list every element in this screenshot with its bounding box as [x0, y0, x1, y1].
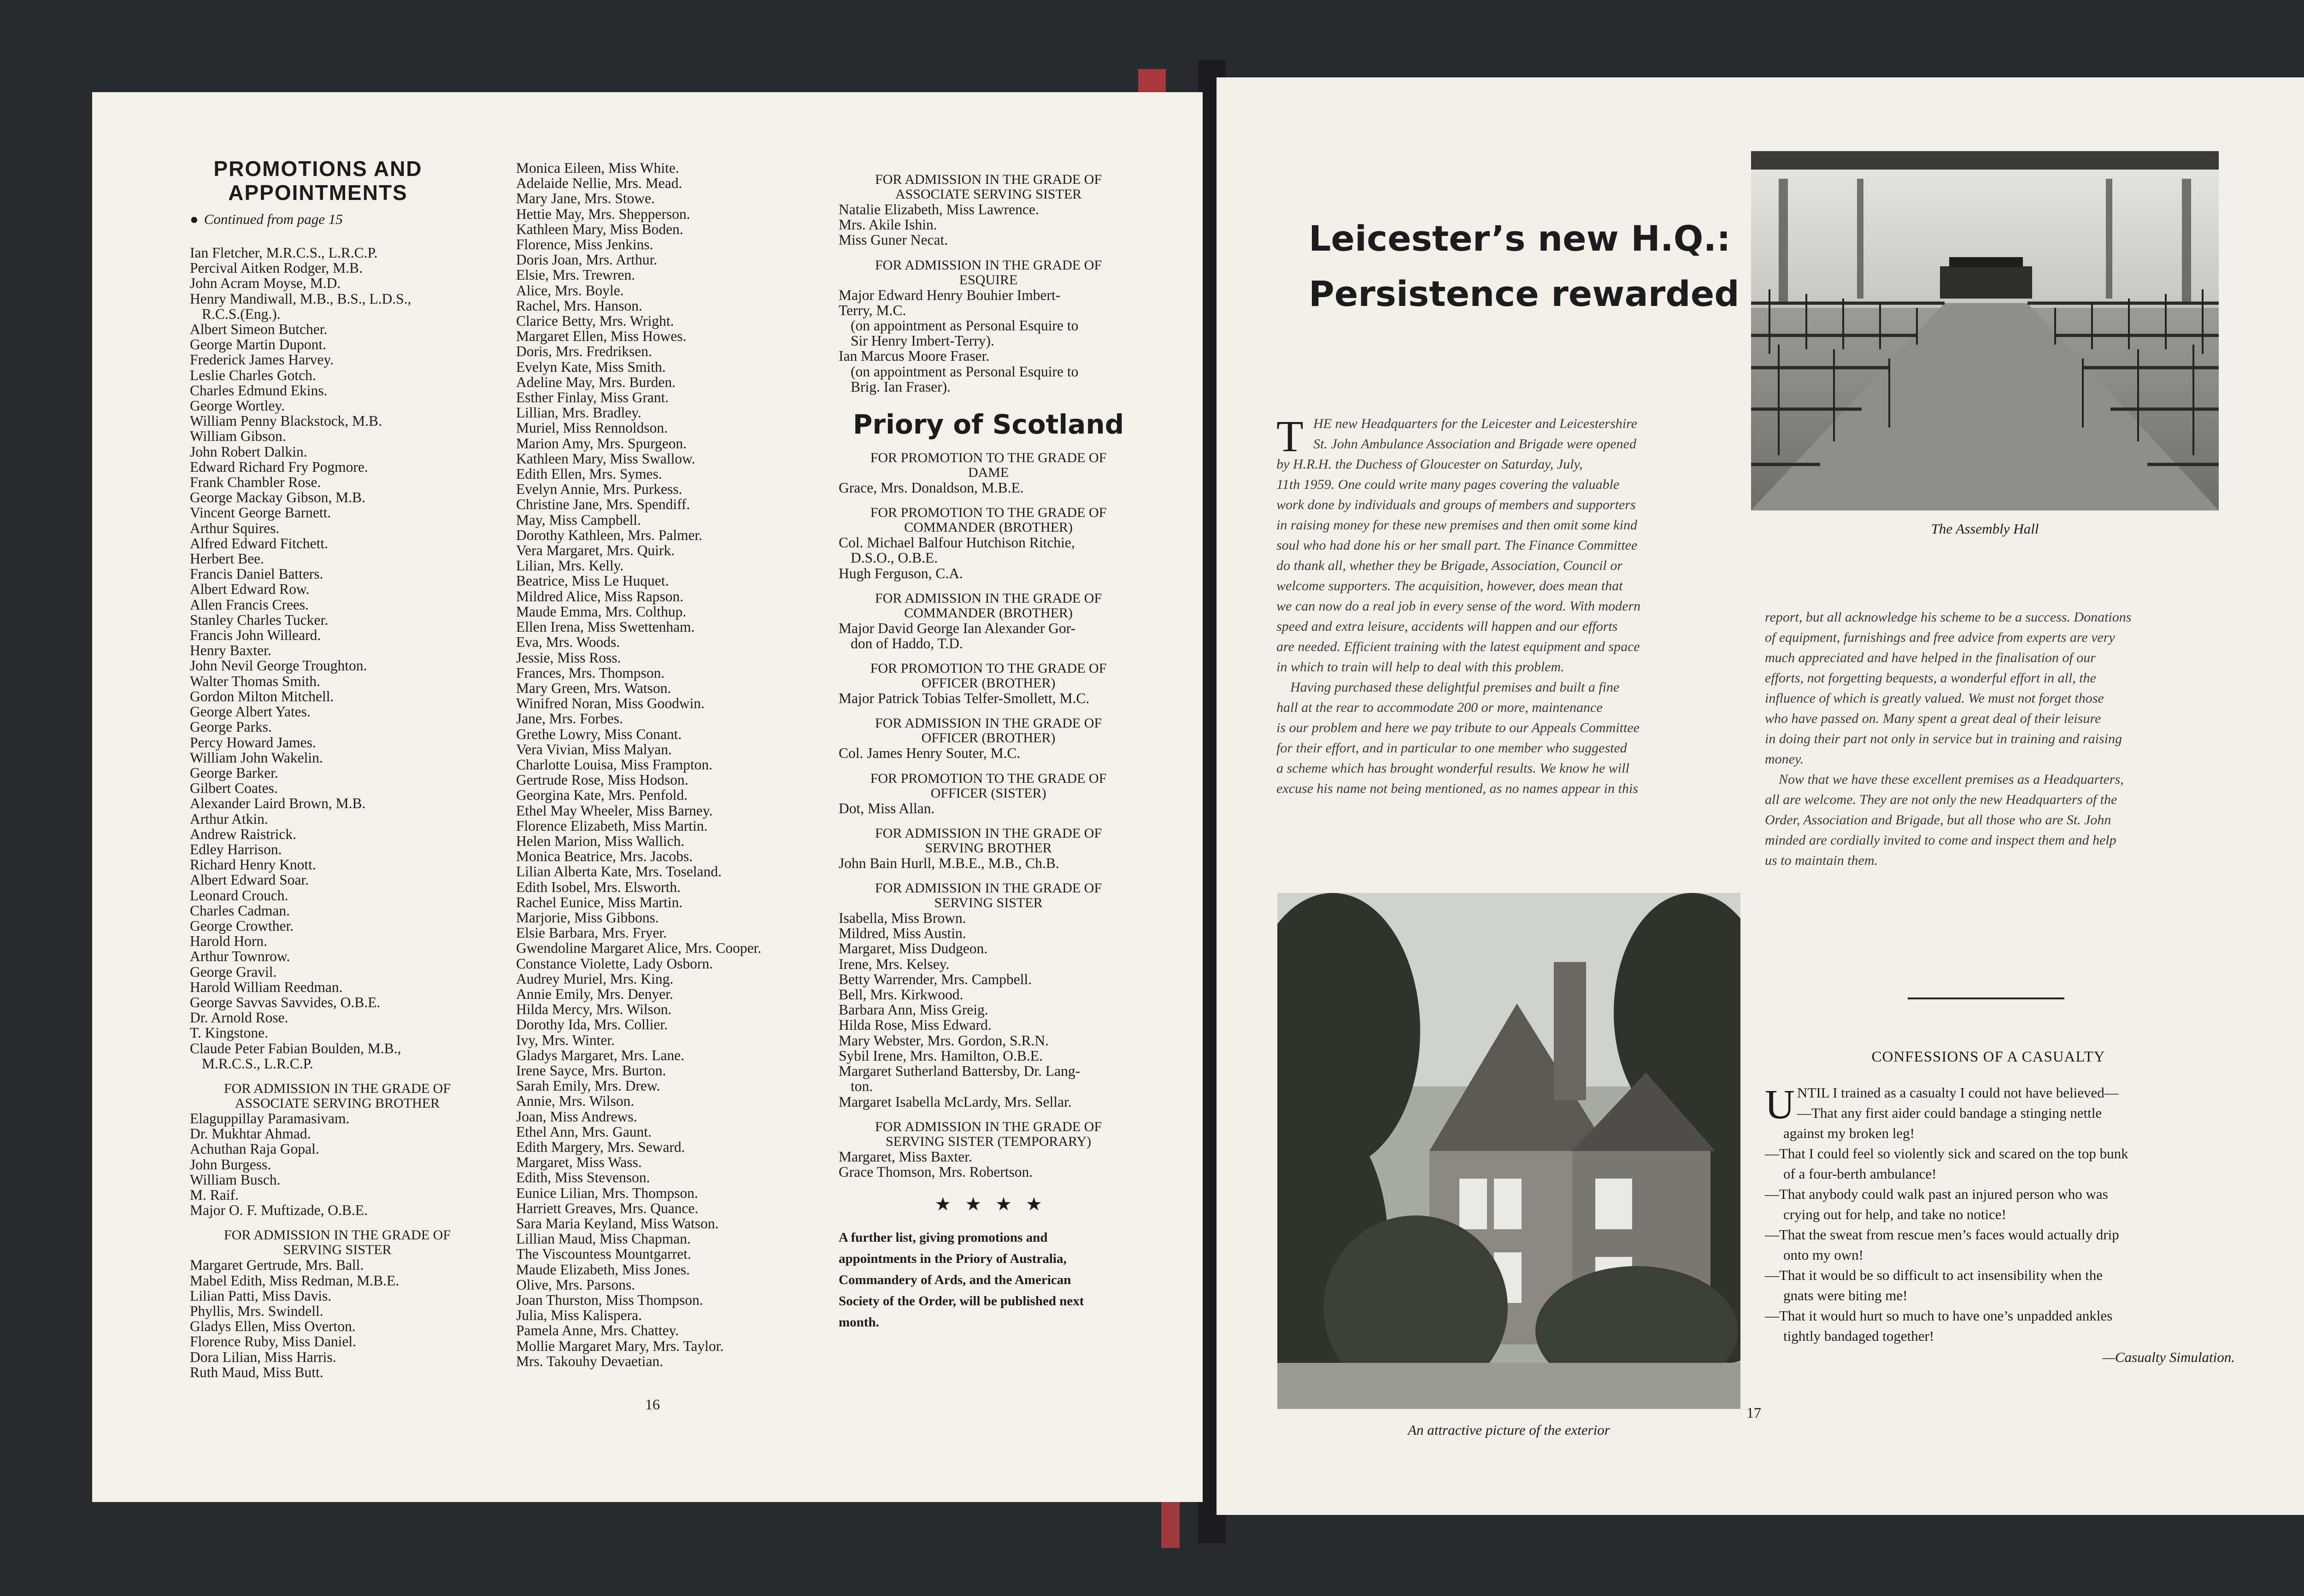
grade-heading-line: COMMANDER (BROTHER)	[904, 605, 1073, 621]
name-entry: Margaret, Miss Baxter.	[839, 1148, 972, 1165]
name-entry: Audrey Muriel, Mrs. King.	[516, 970, 674, 987]
confessions-drop-cap: U	[1765, 1082, 1795, 1127]
name-entry: Major O. F. Muftizade, O.B.E.	[190, 1202, 368, 1219]
name-entry: Major Patrick Tobias Telfer-Smollett, M.C.	[839, 690, 1090, 707]
name-entry: Margaret Isabella McLardy, Mrs. Sellar.	[839, 1093, 1072, 1110]
name-entry: Marion Amy, Mrs. Spurgeon.	[516, 435, 687, 452]
name-entry: Ruth Maud, Miss Butt.	[190, 1364, 323, 1380]
name-entry: Vincent George Barnett.	[190, 505, 331, 521]
name-entry: Monica Beatrice, Mrs. Jacobs.	[516, 848, 693, 865]
name-entry: George Barker.	[190, 764, 278, 781]
name-entry: Betty Warrender, Mrs. Campbell.	[839, 971, 1032, 987]
confession-line: —That it would be so difficult to act insensibility when the	[1765, 1267, 2103, 1283]
name-entry: William Gibson.	[190, 428, 286, 445]
name-entry: Esther Finlay, Miss Grant.	[516, 389, 669, 406]
confession-line: —That I could feel so violently sick and scared on the top bunk	[1765, 1145, 2128, 1162]
grade-heading	[839, 258, 1138, 288]
article-line: is our problem and here we pay tribute to our Appeals Committee	[1276, 720, 1640, 735]
name-entry: Ian Marcus Moore Fraser.	[839, 348, 990, 364]
name-entry: Dr. Mukhtar Ahmad.	[190, 1126, 311, 1142]
name-entry: Rachel Eunice, Miss Martin.	[516, 894, 683, 910]
article-line: Order, Association and Brigade, but all those who are St. John	[1765, 812, 2111, 827]
article-line: of equipment, furnishings and free advice from experts are very	[1765, 630, 2115, 645]
name-entry: Mildred Alice, Miss Rapson.	[516, 588, 684, 604]
name-entry: Lillian Maud, Miss Chapman.	[516, 1231, 691, 1247]
name-entry: Harold Horn.	[190, 933, 267, 950]
confessions-body	[1765, 1083, 2235, 1366]
note-line: Society of the Order, will be published next	[839, 1294, 1084, 1309]
page-number: 17	[1746, 1404, 1761, 1421]
name-entry: Doris, Mrs. Fredriksen.	[516, 343, 652, 360]
confession-line: against my broken leg!	[1783, 1125, 1915, 1141]
note-line: Commandery of Ards, and the American	[839, 1273, 1071, 1288]
name-entry: Col. James Henry Souter, M.C.	[839, 745, 1021, 762]
name-entry: Marjorie, Miss Gibbons.	[516, 909, 659, 926]
name-entry: Albert Simeon Butcher.	[190, 321, 328, 338]
confession-line: —That it would hurt so much to have one’s unpadded ankles	[1765, 1308, 2113, 1324]
name-entry: John Burgess.	[190, 1156, 271, 1173]
name-entry: Mary Jane, Mrs. Stowe.	[516, 190, 655, 207]
article-line: soul who had done his or her small part. The Finance Committee	[1276, 538, 1638, 553]
name-entry: Joan, Miss Andrews.	[516, 1108, 637, 1125]
caption-assembly-hall: The Assembly Hall	[1931, 521, 2039, 537]
confession-line: NTIL I trained as a casualty I could not have believed—	[1797, 1085, 2119, 1101]
name-entry: George Crowther.	[190, 917, 294, 934]
article-line: by H.R.H. the Duchess of Gloucester on Saturday, July,	[1276, 457, 1583, 472]
left-page	[92, 92, 1203, 1502]
article-line: are needed. Efficient training with the latest equipment and space	[1276, 639, 1640, 654]
grade-heading-line: FOR ADMISSION IN THE GRADE OF	[224, 1080, 451, 1096]
name-entry: Barbara Ann, Miss Greig.	[839, 1002, 988, 1018]
confession-line: onto my own!	[1783, 1247, 1863, 1263]
name-entry: Edith, Miss Stevenson.	[516, 1169, 650, 1186]
name-entry: Edward Richard Fry Pogmore.	[190, 458, 368, 475]
name-entry: Charlotte Louisa, Miss Frampton.	[516, 756, 713, 773]
article-line: we can now do a real job in every sense of the word. With modern	[1276, 598, 1641, 614]
name-entry: Lillian, Mrs. Bradley.	[516, 405, 641, 421]
name-entry: Leslie Charles Gotch.	[190, 367, 316, 383]
name-entry: Winifred Noran, Miss Goodwin.	[516, 695, 705, 712]
name-entry: Annie, Mrs. Wilson.	[516, 1093, 635, 1109]
name-entry: Albert Edward Row.	[190, 581, 310, 598]
name-entry: Pamela Anne, Mrs. Chattey.	[516, 1322, 679, 1339]
article-line: money.	[1765, 751, 1804, 767]
name-entry: Mabel Edith, Miss Redman, M.B.E.	[190, 1272, 400, 1289]
name-entry: Dr. Arnold Rose.	[190, 1009, 288, 1026]
confession-line: —That anybody could walk past an injured person who was	[1765, 1186, 2108, 1202]
continued-note: ● Continued from page 15	[190, 211, 343, 227]
name-entry: Charles Edmund Ekins.	[190, 382, 328, 399]
name-entry: Arthur Townrow.	[190, 948, 290, 965]
name-entry: George Mackay Gibson, M.B.	[190, 489, 365, 506]
grade-heading-line: FOR PROMOTION TO THE GRADE OF	[870, 505, 1107, 521]
name-entry: Dora Lilian, Miss Harris.	[190, 1349, 336, 1365]
exterior-photo	[1277, 893, 1740, 1409]
grade-heading	[839, 591, 1138, 621]
grade-heading	[839, 881, 1138, 910]
name-entry: Margaret Gertrude, Mrs. Ball.	[190, 1257, 364, 1273]
grade-heading-line: FOR PROMOTION TO THE GRADE OF	[870, 450, 1107, 466]
name-entry: Irene, Mrs. Kelsey.	[839, 956, 950, 972]
article-line: excuse his name not being mentioned, as no names appear in this	[1276, 781, 1638, 796]
name-entry: Frances, Mrs. Thompson.	[516, 664, 665, 681]
article-line: Now that we have these excellent premises as a Headquarters,	[1779, 772, 2124, 787]
name-entry: (on appointment as Personal Esquire to	[851, 363, 1079, 380]
name-entry: Beatrice, Miss Le Huquet.	[516, 573, 669, 589]
further-list-note	[839, 1227, 1138, 1333]
article-line: HE new Headquarters for the Leicester and Leicestershire	[1313, 416, 1637, 431]
grade-heading-line: FOR ADMISSION IN THE GRADE OF	[875, 716, 1102, 731]
confession-line: of a four-berth ambulance!	[1783, 1166, 1937, 1182]
name-entry: Miss Guner Necat.	[839, 232, 948, 248]
name-entry: May, Miss Campbell.	[516, 511, 641, 528]
confession-line: tightly bandaged together!	[1783, 1328, 1934, 1344]
name-entry: Kathleen Mary, Miss Boden.	[516, 221, 683, 237]
grade-heading	[839, 661, 1138, 691]
name-entry: Albert Edward Soar.	[190, 872, 309, 888]
names-column-1	[190, 245, 485, 1380]
name-entry: Dot, Miss Allan.	[839, 800, 935, 816]
grade-heading	[839, 505, 1138, 535]
note-line: A further list, giving promotions and	[839, 1230, 1048, 1245]
article-line: minded are cordially invited to come and inspect them and help	[1765, 833, 2116, 848]
article-line: St. John Ambulance Association and Brigade were opened	[1313, 436, 1637, 452]
name-entry: Richard Henry Knott.	[190, 857, 316, 873]
name-entry: Sarah Emily, Mrs. Drew.	[516, 1078, 660, 1094]
name-entry: Jessie, Miss Ross.	[516, 649, 621, 666]
name-entry: John Robert Dalkin.	[190, 443, 307, 460]
name-entry: Dorothy Kathleen, Mrs. Palmer.	[516, 527, 703, 543]
name-entry: Olive, Mrs. Parsons.	[516, 1276, 635, 1293]
name-entry: Eunice Lilian, Mrs. Thompson.	[516, 1185, 698, 1201]
caption-exterior: An attractive picture of the exterior	[1408, 1422, 1610, 1438]
name-entry: Joan Thurston, Miss Thompson.	[516, 1292, 703, 1308]
name-entry: Walter Thomas Smith.	[190, 673, 320, 689]
article-body-col1	[1276, 411, 1737, 799]
name-entry: Brig. Ian Fraser).	[851, 378, 951, 395]
name-entry: (on appointment as Personal Esquire to	[851, 317, 1079, 334]
article-line: Having purchased these delightful premises and built a fine	[1290, 680, 1620, 695]
confession-line: —That any first aider could bandage a stinging nettle	[1797, 1105, 2102, 1121]
name-entry: Henry Mandiwall, M.B., B.S., L.D.S.,	[190, 290, 411, 307]
name-entry: Edith Isobel, Mrs. Elsworth.	[516, 879, 681, 895]
name-entry: Elaguppillay Paramasivam.	[190, 1110, 350, 1127]
grade-heading-line: OFFICER (BROTHER)	[921, 730, 1056, 746]
name-entry: John Nevil George Troughton.	[190, 657, 367, 674]
name-entry: Hettie May, Mrs. Shepperson.	[516, 205, 690, 222]
name-entry: T. Kingstone.	[190, 1025, 269, 1041]
article-line: in raising money for these new premises and then omit some kind	[1276, 517, 1637, 533]
name-entry: Mrs. Akile Ishin.	[839, 217, 937, 233]
name-entry: Francis John Willeard.	[190, 627, 321, 644]
grade-heading-line: FOR ADMISSION IN THE GRADE OF	[875, 172, 1102, 187]
grade-heading-line: ESQUIRE	[959, 272, 1018, 288]
name-entry: Doris Joan, Mrs. Arthur.	[516, 252, 658, 268]
article-title: Leicester’s new H.Q.: Persistence rewarded	[1309, 218, 1740, 314]
confession-line: crying out for help, and take no notice!	[1783, 1206, 2006, 1222]
name-entry: Terry, M.C.	[839, 302, 906, 318]
name-entry: Frank Chambler Rose.	[190, 474, 321, 491]
name-entry: Mrs. Takouhy Devaetian.	[516, 1353, 664, 1369]
name-entry: Margaret, Miss Wass.	[516, 1154, 642, 1171]
grade-heading-line: OFFICER (SISTER)	[930, 785, 1046, 801]
name-entry: George Parks.	[190, 719, 272, 735]
grade-heading	[190, 1228, 485, 1257]
name-entry: Hilda Rose, Miss Edward.	[839, 1017, 992, 1033]
name-entry: Arthur Squires.	[190, 520, 280, 536]
name-entry: Alfred Edward Fitchett.	[190, 535, 329, 552]
name-entry: Achuthan Raja Gopal.	[190, 1141, 319, 1157]
name-entry: Mollie Margaret Mary, Mrs. Taylor.	[516, 1338, 724, 1354]
name-entry: Grace, Mrs. Donaldson, M.B.E.	[839, 480, 1024, 496]
grade-heading-line: ASSOCIATE SERVING SISTER	[895, 187, 1082, 202]
name-entry: Dorothy Ida, Mrs. Collier.	[516, 1016, 668, 1033]
star-separator: ★ ★ ★ ★	[935, 1194, 1042, 1215]
article-line: for their effort, and in particular to one member who suggested	[1276, 740, 1627, 756]
name-entry: D.S.O., O.B.E.	[851, 550, 938, 566]
name-entry: Col. Michael Balfour Hutchison Ritchie,	[839, 534, 1075, 551]
name-entry: Maude Elizabeth, Miss Jones.	[516, 1261, 690, 1278]
article-line: much appreciated and have helped in the finalisation of our	[1765, 650, 2096, 665]
grade-heading-line: ASSOCIATE SERVING BROTHER	[235, 1095, 440, 1111]
name-entry: Phyllis, Mrs. Swindell.	[190, 1303, 323, 1319]
name-entry: Ethel Ann, Mrs. Gaunt.	[516, 1123, 652, 1140]
name-entry: Kathleen Mary, Miss Swallow.	[516, 450, 695, 467]
name-entry: Gilbert Coates.	[190, 780, 278, 797]
name-entry: Gladys Margaret, Mrs. Lane.	[516, 1047, 685, 1063]
name-entry: Gladys Ellen, Miss Overton.	[190, 1318, 356, 1335]
article-line: efforts, not forgetting bequests, a wonderful effort in all, the	[1765, 670, 2096, 686]
name-entry: M.R.C.S., L.R.C.P.	[202, 1055, 313, 1072]
name-entry: Annie Emily, Mrs. Denyer.	[516, 986, 673, 1002]
name-entry: Helen Marion, Miss Wallich.	[516, 833, 685, 849]
names-column-2	[516, 160, 848, 1369]
note-line: appointments in the Priory of Australia,	[839, 1251, 1067, 1267]
article-line: us to maintain them.	[1765, 853, 1878, 868]
note-line: month.	[839, 1315, 879, 1330]
grade-heading	[839, 1120, 1138, 1149]
name-entry: Evelyn Annie, Mrs. Purkess.	[516, 481, 682, 498]
grade-heading-line: COMMANDER (BROTHER)	[904, 520, 1073, 535]
grade-heading	[839, 451, 1138, 480]
name-entry: Gwendoline Margaret Alice, Mrs. Cooper.	[516, 940, 762, 956]
name-entry: Grace Thomson, Mrs. Robertson.	[839, 1163, 1033, 1180]
name-entry: William Penny Blackstock, M.B.	[190, 413, 382, 429]
names-column-3	[839, 162, 1138, 1333]
name-entry: Harriett Greaves, Mrs. Quance.	[516, 1200, 699, 1216]
name-entry: Julia, Miss Kalispera.	[516, 1307, 642, 1324]
name-entry: Vera Vivian, Miss Malyan.	[516, 741, 672, 757]
name-entry: Evelyn Kate, Miss Smith.	[516, 358, 666, 375]
name-entry: don of Haddo, T.D.	[851, 635, 963, 652]
name-entry: Sir Henry Imbert-Terry).	[851, 333, 994, 349]
grade-heading-line: FOR ADMISSION IN THE GRADE OF	[875, 1119, 1102, 1134]
name-entry: Edley Harrison.	[190, 841, 282, 857]
name-entry: Stanley Charles Tucker.	[190, 611, 329, 628]
name-entry: George Savvas Savvides, O.B.E.	[190, 994, 381, 1010]
name-entry: M. Raif.	[190, 1186, 239, 1203]
name-entry: Hilda Mercy, Mrs. Wilson.	[516, 1001, 672, 1018]
name-entry: William Busch.	[190, 1171, 281, 1188]
article-line: in which to train will help to deal with this problem.	[1276, 659, 1564, 675]
name-entry: John Acram Moyse, M.D.	[190, 275, 341, 292]
name-entry: Lilian Patti, Miss Davis.	[190, 1287, 332, 1304]
name-entry: Jane, Mrs. Forbes.	[516, 710, 623, 727]
page-number: 16	[645, 1396, 660, 1413]
name-entry: Clarice Betty, Mrs. Wright.	[516, 313, 674, 329]
article-line: in doing their part not only in service but in training and raising	[1765, 731, 2122, 746]
name-entry: Claude Peter Fabian Boulden, M.B.,	[190, 1040, 401, 1056]
name-entry: Florence Ruby, Miss Daniel.	[190, 1333, 357, 1350]
name-entry: Mary Green, Mrs. Watson.	[516, 680, 671, 696]
name-entry: George Martin Dupont.	[190, 336, 326, 353]
grade-heading	[839, 771, 1138, 801]
name-entry: Leonard Crouch.	[190, 887, 288, 904]
name-entry: Allen Francis Crees.	[190, 596, 309, 613]
name-entry: Maude Emma, Mrs. Colthup.	[516, 603, 687, 620]
name-entry: Mary Webster, Mrs. Gordon, S.R.N.	[839, 1032, 1049, 1049]
article-line: a scheme which has brought wonderful results. We know he will	[1276, 761, 1629, 776]
name-entry: Rachel, Mrs. Hanson.	[516, 297, 642, 314]
name-entry: ton.	[851, 1078, 873, 1095]
name-entry: William John Wakelin.	[190, 749, 323, 766]
name-entry: R.C.S.(Eng.).	[202, 305, 281, 322]
name-entry: Constance Violette, Lady Osborn.	[516, 955, 713, 972]
priory-heading: Priory of Scotland	[852, 409, 1124, 440]
name-entry: Alice, Mrs. Boyle.	[516, 282, 624, 299]
name-entry: Lilian, Mrs. Kelly.	[516, 557, 624, 574]
grade-heading	[839, 826, 1138, 856]
name-entry: Henry Baxter.	[190, 642, 271, 659]
name-entry: George Albert Yates.	[190, 704, 311, 720]
name-entry: Gertrude Rose, Miss Hodson.	[516, 772, 688, 788]
name-entry: Andrew Raistrick.	[190, 826, 296, 842]
name-entry: Monica Eileen, Miss White.	[516, 160, 679, 176]
name-entry: Adelaide Nellie, Mrs. Mead.	[516, 175, 682, 192]
article-line: report, but all acknowledge his scheme to be a success. Donations	[1765, 610, 2132, 625]
name-entry: Major David George Ian Alexander Gor-	[839, 620, 1076, 636]
article-line: hall at the rear to accommodate 200 or more, maintenance	[1276, 700, 1603, 715]
grade-heading	[839, 716, 1138, 745]
name-entry: Ellen Irena, Miss Swettenham.	[516, 619, 695, 635]
name-entry: Eva, Mrs. Woods.	[516, 634, 620, 651]
right-page	[1217, 77, 2304, 1515]
grade-heading-line: SERVING BROTHER	[925, 840, 1052, 856]
name-entry: Florence Elizabeth, Miss Martin.	[516, 817, 708, 834]
article-body-col2	[1765, 607, 2230, 871]
name-entry: Mildred, Miss Austin.	[839, 925, 966, 942]
name-entry: Elsie, Mrs. Trewren.	[516, 267, 635, 283]
name-entry: John Bain Hurll, M.B.E., M.B., Ch.B.	[839, 855, 1059, 871]
name-entry: Elsie Barbara, Mrs. Fryer.	[516, 925, 667, 941]
name-entry: Christine Jane, Mrs. Spendiff.	[516, 496, 690, 513]
grade-heading	[839, 172, 1138, 202]
article-line: all are welcome. They are not only the new Headquarters of the	[1765, 792, 2117, 807]
grade-heading-line: SERVING SISTER	[283, 1242, 392, 1258]
name-entry: Sybil Irene, Mrs. Hamilton, O.B.E.	[839, 1047, 1043, 1064]
name-entry: Bell, Mrs. Kirkwood.	[839, 986, 964, 1003]
name-entry: Alexander Laird Brown, M.B.	[190, 795, 366, 812]
grade-heading	[190, 1081, 485, 1111]
article-line: 11th 1959. One could write many pages covering the valuable	[1276, 477, 1620, 492]
grade-heading-line: FOR ADMISSION IN THE GRADE OF	[875, 880, 1102, 896]
name-entry: Gordon Milton Mitchell.	[190, 688, 334, 704]
name-entry: Edith Ellen, Mrs. Symes.	[516, 466, 662, 482]
name-entry: Frederick James Harvey.	[190, 352, 334, 368]
name-entry: The Viscountess Mountgarret.	[516, 1246, 691, 1262]
name-entry: Georgina Kate, Mrs. Penfold.	[516, 787, 688, 804]
name-entry: Herbert Bee.	[190, 551, 264, 567]
name-entry: Margaret Ellen, Miss Howes.	[516, 328, 687, 345]
grade-heading-line: FOR ADMISSION IN THE GRADE OF	[875, 257, 1102, 273]
name-entry: Ivy, Mrs. Winter.	[516, 1032, 615, 1048]
name-entry: Lilian Alberta Kate, Mrs. Toseland.	[516, 863, 722, 880]
name-entry: Vera Margaret, Mrs. Quirk.	[516, 542, 675, 559]
article-line: do thank all, whether they be Brigade, Association, Council or	[1276, 558, 1623, 573]
confessions-title: CONFESSIONS OF A CASUALTY	[1871, 1049, 2105, 1065]
name-entry: Percival Aitken Rodger, M.B.	[190, 260, 363, 276]
grade-heading-line: FOR PROMOTION TO THE GRADE OF	[870, 661, 1107, 676]
article-line: work done by individuals and groups of members and supporters	[1276, 497, 1636, 512]
grade-heading-line: OFFICER (BROTHER)	[921, 675, 1056, 691]
name-entry: Adeline May, Mrs. Burden.	[516, 374, 676, 390]
name-entry: Grethe Lowry, Miss Conant.	[516, 726, 682, 742]
grade-heading-line: SERVING SISTER	[934, 895, 1043, 911]
section-divider	[1908, 998, 2064, 999]
article-line: who have passed on. Many spent a great deal of their leisure	[1765, 711, 2101, 726]
name-entry: Irene Sayce, Mrs. Burton.	[516, 1062, 666, 1079]
name-entry: George Gravil.	[190, 963, 277, 980]
name-entry: George Wortley.	[190, 398, 285, 414]
name-entry: Florence, Miss Jenkins.	[516, 236, 653, 253]
name-entry: Ian Fletcher, M.R.C.S., L.R.C.P.	[190, 245, 378, 261]
grade-heading-line: FOR PROMOTION TO THE GRADE OF	[870, 770, 1107, 786]
name-entry: Francis Daniel Batters.	[190, 566, 323, 582]
name-entry: Major Edward Henry Bouhier Imbert-	[839, 287, 1061, 303]
article-line: influence of which is greatly valued. We must not forget those	[1765, 691, 2104, 706]
name-entry: Margaret Sutherland Battersby, Dr. Lang-	[839, 1063, 1080, 1080]
name-entry: Ethel May Wheeler, Miss Barney.	[516, 802, 713, 819]
grade-heading-line: DAME	[968, 465, 1009, 481]
name-entry: Arthur Atkin.	[190, 810, 268, 827]
confession-line: —That the sweat from rescue men’s faces would actually drip	[1765, 1226, 2119, 1243]
name-entry: Natalie Elizabeth, Miss Lawrence.	[839, 201, 1039, 217]
assembly-hall-photo	[1751, 151, 2219, 510]
article-line: speed and extra leisure, accidents will happen and our efforts	[1276, 619, 1618, 634]
name-entry: Harold William Reedman.	[190, 979, 343, 995]
grade-heading-line: SERVING SISTER (TEMPORARY)	[886, 1133, 1091, 1149]
name-entry: Hugh Ferguson, C.A.	[839, 565, 963, 581]
name-entry: Muriel, Miss Rennoldson.	[516, 420, 668, 436]
article-line: welcome supporters. The acquisition, however, does mean that	[1276, 578, 1623, 593]
confession-line: gnats were biting me!	[1783, 1287, 1908, 1303]
confessions-signoff: —Casualty Simulation.	[2102, 1349, 2235, 1365]
grade-heading-line: FOR ADMISSION IN THE GRADE OF	[224, 1227, 451, 1243]
grade-heading-line: FOR ADMISSION IN THE GRADE OF	[875, 825, 1102, 841]
drop-cap: T	[1276, 411, 1304, 461]
name-entry: Edith Margery, Mrs. Seward.	[516, 1139, 685, 1155]
name-entry: Sara Maria Keyland, Miss Watson.	[516, 1215, 719, 1232]
name-entry: Isabella, Miss Brown.	[839, 910, 966, 927]
name-entry: Charles Cadman.	[190, 902, 290, 919]
name-entry: Margaret, Miss Dudgeon.	[839, 940, 988, 957]
bullet-icon: ●	[190, 211, 199, 227]
name-entry: Percy Howard James.	[190, 734, 316, 751]
section-heading: PROMOTIONS AND APPOINTMENTS	[213, 157, 423, 205]
grade-heading-line: FOR ADMISSION IN THE GRADE OF	[875, 590, 1102, 606]
